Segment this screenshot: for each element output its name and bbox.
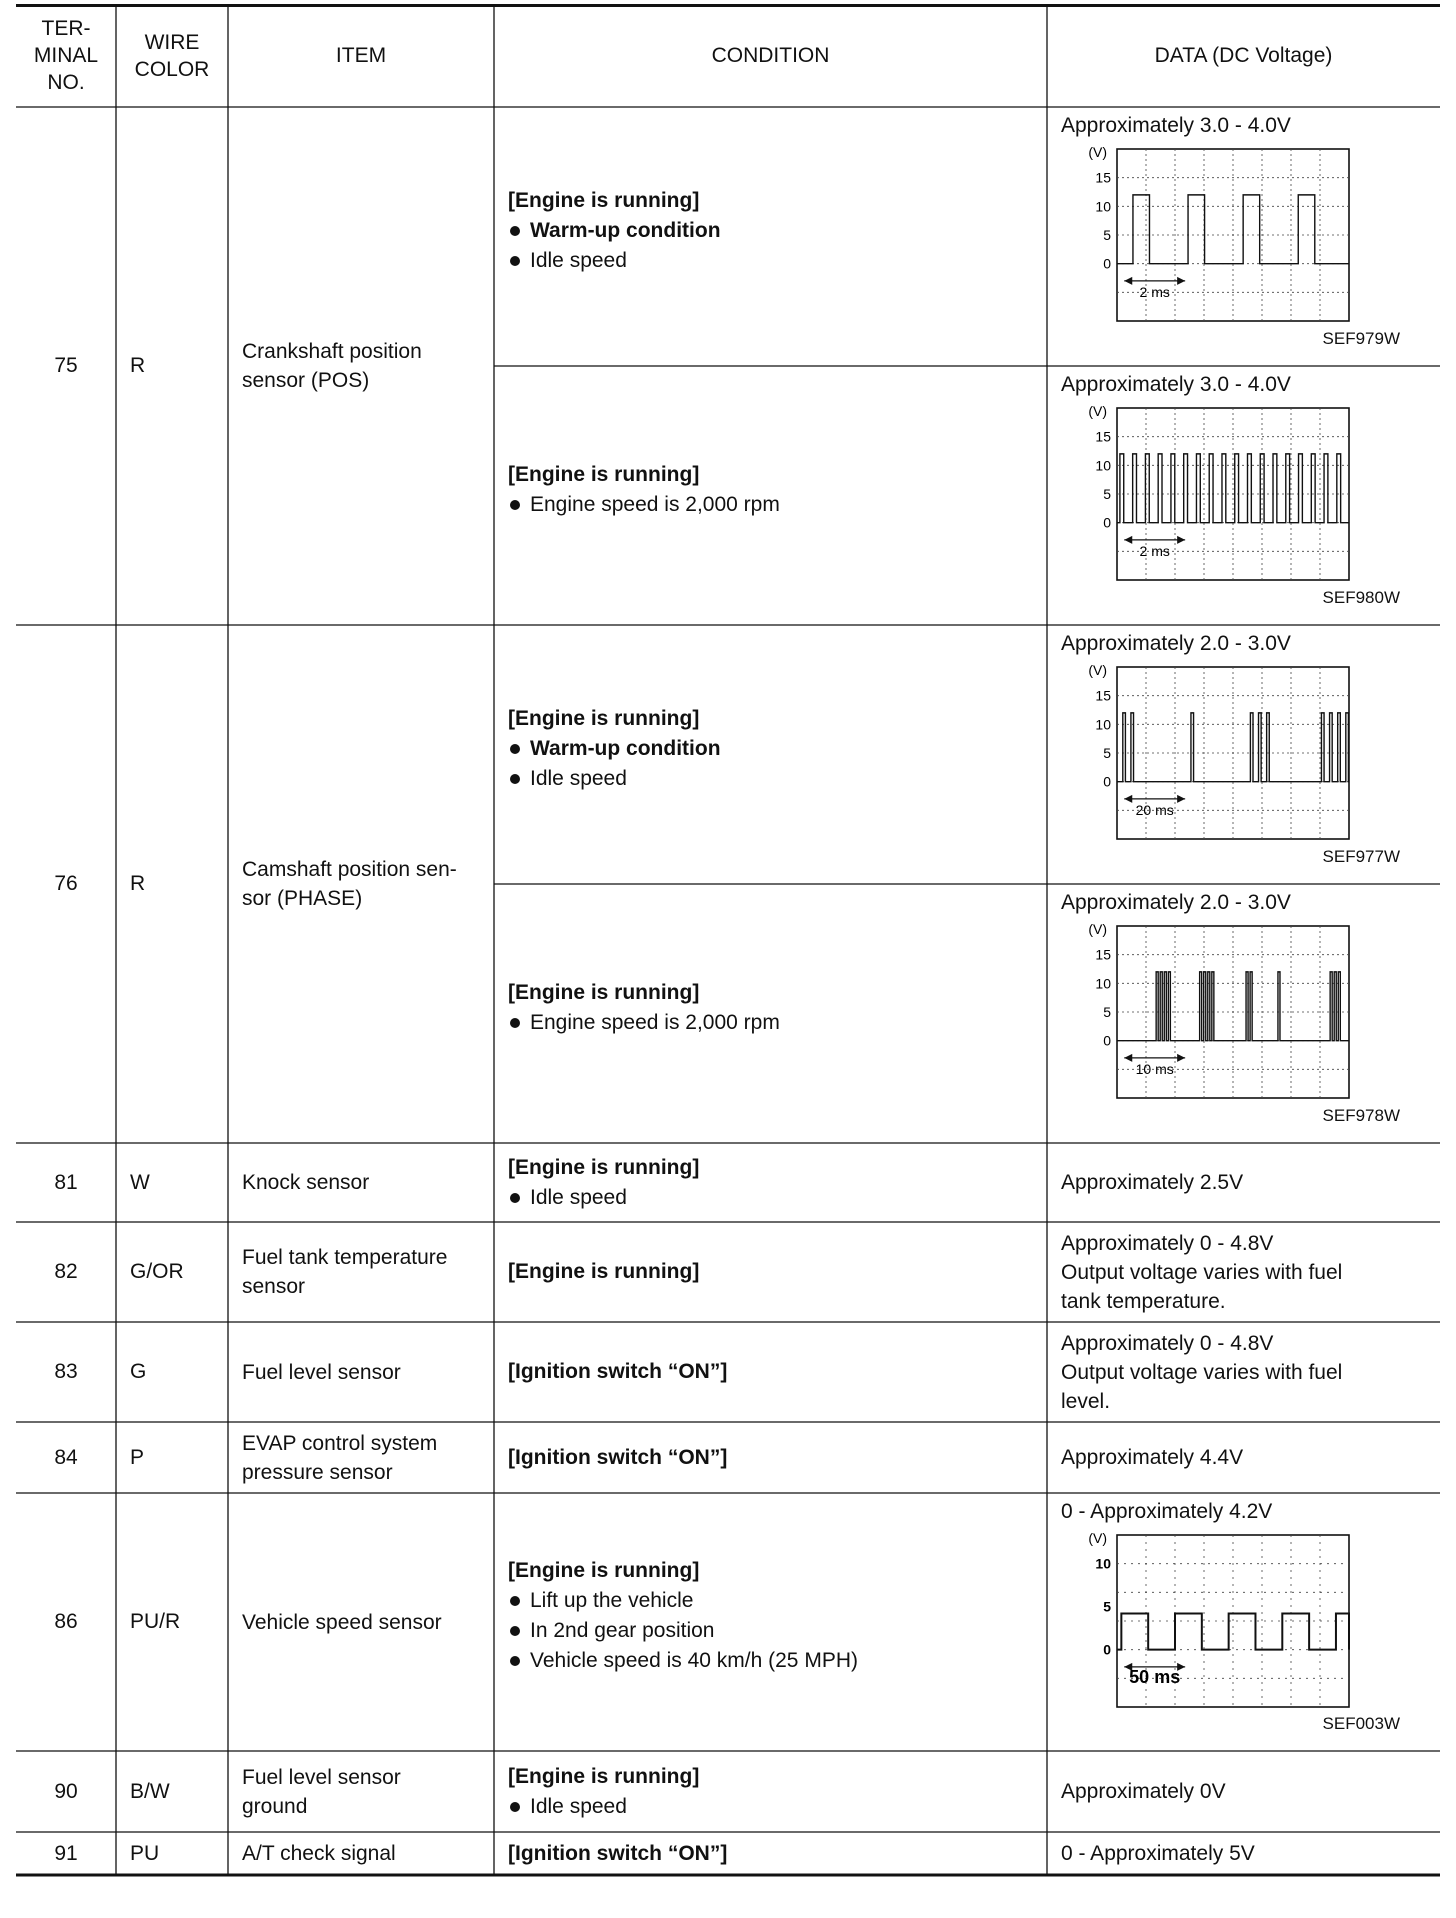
data-cell [1047,107,1440,366]
bullet-icon [510,1596,520,1606]
oscilloscope-figure [1053,659,1353,859]
bullet-icon [510,774,520,784]
wire-color-cell [116,1143,228,1222]
item-cell [228,107,494,625]
terminal-no-cell [16,107,116,625]
item-name: Fuel level sensor ground [242,1765,401,1818]
oscilloscope-time-label: 50 ms [1129,1666,1181,1687]
oscilloscope-y-tick: 0 [1103,1641,1111,1658]
terminal-no-cell [16,1222,116,1322]
bullet-icon [510,226,520,236]
item-name: Fuel tank temperature sensor [242,1246,448,1298]
oscilloscope-unit-label: (V) [1088,403,1107,419]
oscilloscope-y-tick: 0 [1103,773,1111,790]
oscilloscope-unit-label: (V) [1088,662,1107,678]
bullet-icon [510,1656,520,1666]
terminal-no: 90 [54,1779,78,1803]
oscilloscope-y-tick: 5 [1103,227,1111,243]
terminal-no: 84 [54,1445,78,1469]
condition-heading: [Engine is running] [508,1559,700,1582]
header-wire-color-label: WIRE COLOR [134,30,210,81]
oscilloscope-unit-label: (V) [1088,144,1107,160]
condition-heading: [Engine is running] [508,706,700,730]
terminal-data-table [16,4,1440,1914]
oscilloscope-y-tick: 10 [1095,1555,1111,1572]
bullet-icon [510,1193,520,1203]
terminal-no-cell [16,1493,116,1751]
wire-color: W [130,1170,150,1194]
data-cell [1047,1832,1440,1875]
header-terminal-no-label: TER- MINAL NO. [33,17,99,94]
wire-color: B/W [130,1779,170,1803]
bullet-icon [510,1018,520,1028]
wire-color: R [130,872,146,895]
condition-heading: [Engine is running] [508,1764,700,1788]
wire-color-cell [116,1751,228,1832]
condition-bullet-text: Idle speed [530,248,627,272]
oscilloscope-y-tick: 15 [1095,946,1111,963]
bullet-icon [510,1626,520,1636]
condition-cell [494,884,1047,1143]
header-data-label: DATA (DC Voltage) [1154,44,1333,67]
item-cell [228,625,494,1143]
oscilloscope-svg [1053,918,1353,1118]
condition-cell [494,1751,1047,1832]
oscilloscope-y-tick: 5 [1103,486,1111,502]
item-name: EVAP control system pressure sensor [242,1431,438,1484]
terminal-no-cell [16,1422,116,1493]
data-voltage-text: Approximately 2.5V [1061,1171,1244,1194]
bullet-icon [510,1802,520,1812]
terminal-no: 82 [54,1260,78,1283]
terminal-no: 81 [54,1170,78,1194]
item-cell [228,1222,494,1322]
condition-heading: [Engine is running] [508,1155,700,1179]
figure-reference-code: SEF980W [1322,588,1400,607]
wire-color-cell [116,1222,228,1322]
condition-bullet [508,1616,1047,1646]
oscilloscope-unit-label: (V) [1088,1530,1107,1546]
item-cell [228,1422,494,1493]
item-cell [228,1322,494,1422]
oscilloscope-figure [1053,141,1353,341]
wire-color: R [130,354,146,377]
data-cell [1047,884,1440,1143]
data-voltage-text: Approximately 0 - 4.8V Output voltage varies with fuel tank temperature. [1061,1231,1343,1313]
header-data [1047,4,1440,107]
condition-heading: [Ignition switch “ON”] [508,1445,728,1469]
oscilloscope-y-tick: 5 [1103,1004,1111,1020]
condition-cell [494,1222,1047,1322]
data-cell [1047,1493,1440,1751]
oscilloscope-time-label: 2 ms [1139,283,1170,300]
condition-cell [494,1422,1047,1493]
terminal-no: 86 [54,1610,78,1633]
figure-reference-code: SEF977W [1322,847,1400,866]
data-voltage-text: Approximately 0 - 4.8V Output voltage varies with fuel level. [1061,1331,1343,1413]
oscilloscope-y-tick: 10 [1095,457,1111,474]
item-name: Camshaft position sen- sor (PHASE) [242,858,457,910]
header-item [228,4,494,107]
oscilloscope-figure [1053,918,1353,1118]
header-wire-color [116,4,228,107]
condition-heading: [Ignition switch “ON”] [508,1360,728,1383]
item-name: A/T check signal [242,1842,396,1865]
item-cell [228,1832,494,1875]
condition-bullet [508,1183,1047,1213]
terminal-no-cell [16,1143,116,1222]
condition-cell [494,1832,1047,1875]
header-condition [494,4,1047,107]
oscilloscope-y-tick: 15 [1095,687,1111,704]
oscilloscope-time-label: 20 ms [1135,801,1174,818]
condition-heading: [Engine is running] [508,1260,700,1283]
figure-reference-code: SEF003W [1322,1714,1400,1733]
oscilloscope-y-tick: 10 [1095,716,1111,733]
oscilloscope-unit-label: (V) [1088,921,1107,937]
condition-bullet [508,216,1047,246]
condition-bullet-text: Idle speed [530,1185,627,1209]
condition-bullet-text: Lift up the vehicle [530,1589,694,1612]
terminal-no-cell [16,1751,116,1832]
terminal-no-cell [16,625,116,1143]
data-voltage-text: Approximately 2.0 - 3.0V [1061,632,1291,655]
data-voltage-text: Approximately 3.0 - 4.0V [1061,114,1291,137]
oscilloscope-y-tick: 0 [1103,255,1111,272]
condition-cell [494,366,1047,625]
terminal-no-cell [16,1832,116,1875]
condition-cell [494,1322,1047,1422]
data-voltage-text: Approximately 0V [1061,1780,1226,1803]
header-terminal-no [16,4,116,107]
item-name: Crankshaft position sensor (POS) [242,340,422,392]
figure-reference-code: SEF979W [1322,329,1400,348]
condition-bullet [508,490,1047,520]
condition-bullet [508,1646,1047,1676]
condition-bullet [508,1586,1047,1616]
condition-heading: [Engine is running] [508,980,700,1004]
condition-cell [494,1493,1047,1751]
condition-cell [494,625,1047,884]
data-voltage-text: Approximately 4.4V [1061,1446,1244,1469]
data-voltage-text: Approximately 2.0 - 3.0V [1061,891,1291,914]
oscilloscope-time-label: 2 ms [1139,542,1170,559]
item-cell [228,1143,494,1222]
condition-bullet-text: In 2nd gear position [530,1619,715,1642]
condition-bullet-text: Warm-up condition [530,736,721,760]
data-cell [1047,1751,1440,1832]
oscilloscope-y-tick: 0 [1103,514,1111,531]
terminal-no: 75 [54,354,78,377]
condition-bullet [508,246,1047,276]
wire-color-cell [116,1832,228,1875]
data-cell [1047,1143,1440,1222]
oscilloscope-y-tick: 10 [1095,975,1111,992]
oscilloscope-svg [1053,659,1353,859]
condition-bullet-text: Warm-up condition [530,218,721,242]
oscilloscope-y-tick: 10 [1095,198,1111,215]
data-cell [1047,625,1440,884]
oscilloscope-svg [1053,141,1353,341]
bullet-icon [510,744,520,754]
condition-bullet-text: Idle speed [530,766,627,790]
terminal-no: 83 [54,1360,78,1383]
data-cell [1047,366,1440,625]
oscilloscope-y-tick: 5 [1103,1598,1111,1615]
data-cell [1047,1422,1440,1493]
wire-color: PU [130,1841,160,1865]
header-item-label: ITEM [335,44,387,67]
condition-heading: [Engine is running] [508,462,700,486]
data-voltage-text: 0 - Approximately 5V [1061,1842,1255,1865]
oscilloscope-figure [1053,400,1353,600]
condition-cell [494,1143,1047,1222]
wire-color: PU/R [130,1610,181,1633]
condition-bullet [508,1008,1047,1038]
condition-bullet-text: Engine speed is 2,000 rpm [530,1010,780,1034]
terminal-no-cell [16,1322,116,1422]
condition-bullet-text: Engine speed is 2,000 rpm [530,492,780,516]
oscilloscope-svg [1053,1527,1353,1727]
terminal-no: 91 [54,1841,78,1865]
wire-color: P [130,1445,145,1469]
wire-color-cell [116,1322,228,1422]
wire-color-cell [116,107,228,625]
oscilloscope-y-tick: 15 [1095,169,1111,186]
condition-bullet-text: Vehicle speed is 40 km/h (25 MPH) [530,1649,858,1672]
wire-color-cell [116,625,228,1143]
item-cell [228,1493,494,1751]
figure-reference-code: SEF978W [1322,1106,1400,1125]
header-condition-label: CONDITION [711,44,830,67]
oscilloscope-figure [1053,1527,1353,1727]
wire-color: G/OR [130,1260,184,1283]
item-name: Knock sensor [242,1171,370,1194]
oscilloscope-y-tick: 0 [1103,1032,1111,1049]
condition-heading: [Engine is running] [508,188,700,212]
oscilloscope-time-label: 10 ms [1135,1060,1174,1077]
oscilloscope-svg [1053,400,1353,600]
terminal-no: 76 [54,872,78,895]
oscilloscope-y-tick: 5 [1103,745,1111,761]
condition-cell [494,107,1047,366]
wire-color-cell [116,1493,228,1751]
item-name: Fuel level sensor [242,1360,401,1384]
condition-bullet [508,734,1047,764]
condition-bullet-text: Idle speed [530,1794,627,1818]
data-cell [1047,1222,1440,1322]
item-name: Vehicle speed sensor [242,1610,442,1634]
data-voltage-text: Approximately 3.0 - 4.0V [1061,373,1291,396]
bullet-icon [510,256,520,266]
data-cell [1047,1322,1440,1422]
data-voltage-text: 0 - Approximately 4.2V [1061,1500,1273,1523]
condition-bullet [508,1792,1047,1822]
wire-color-cell [116,1422,228,1493]
item-cell [228,1751,494,1832]
bullet-icon [510,500,520,510]
wire-color: G [130,1360,147,1383]
oscilloscope-y-tick: 15 [1095,428,1111,445]
condition-heading: [Ignition switch “ON”] [508,1841,728,1865]
condition-bullet [508,764,1047,794]
